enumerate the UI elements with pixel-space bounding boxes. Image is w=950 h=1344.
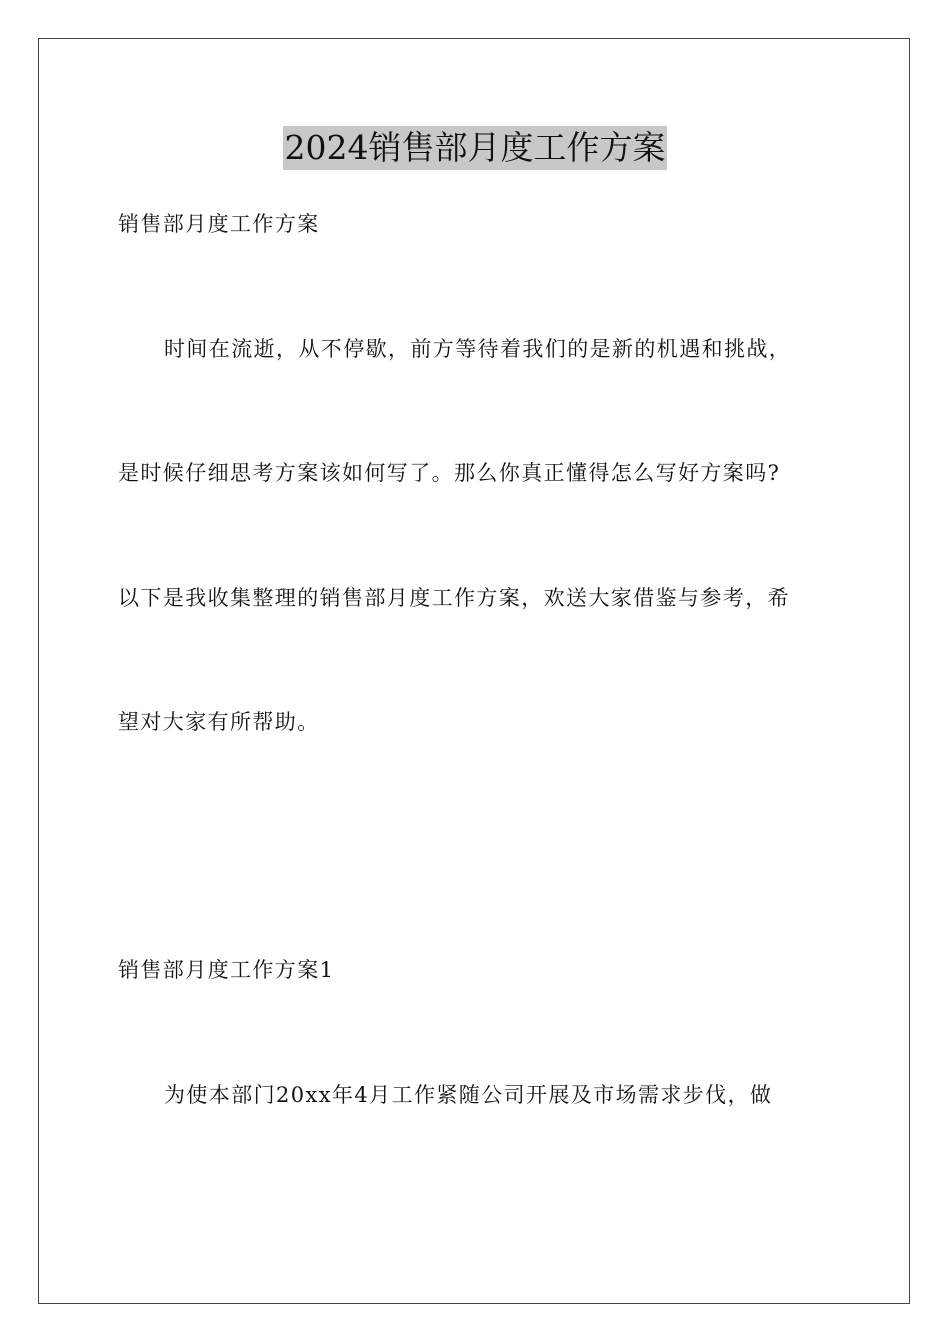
section-line-1: 为使本部门20xx年4月工作紧随公司开展及市场需求步伐，做 [164, 1083, 773, 1107]
intro-line-1: 时间在流逝，从不停歇，前方等待着我们的是新的机遇和挑战， [164, 337, 792, 361]
intro-line-3: 以下是我收集整理的销售部月度工作方案，欢送大家借鉴与参考，希 [118, 586, 790, 610]
document-subtitle: 销售部月度工作方案 [118, 212, 320, 236]
title-wrap [0, 126, 950, 170]
intro-line-2: 是时候仔细思考方案该如何写了。那么你真正懂得怎么写好方案吗? [118, 461, 781, 485]
document-title: 2024销售部月度工作方案 [283, 126, 668, 170]
section-heading: 销售部月度工作方案1 [118, 958, 335, 982]
intro-line-4: 望对大家有所帮助。 [118, 710, 320, 734]
